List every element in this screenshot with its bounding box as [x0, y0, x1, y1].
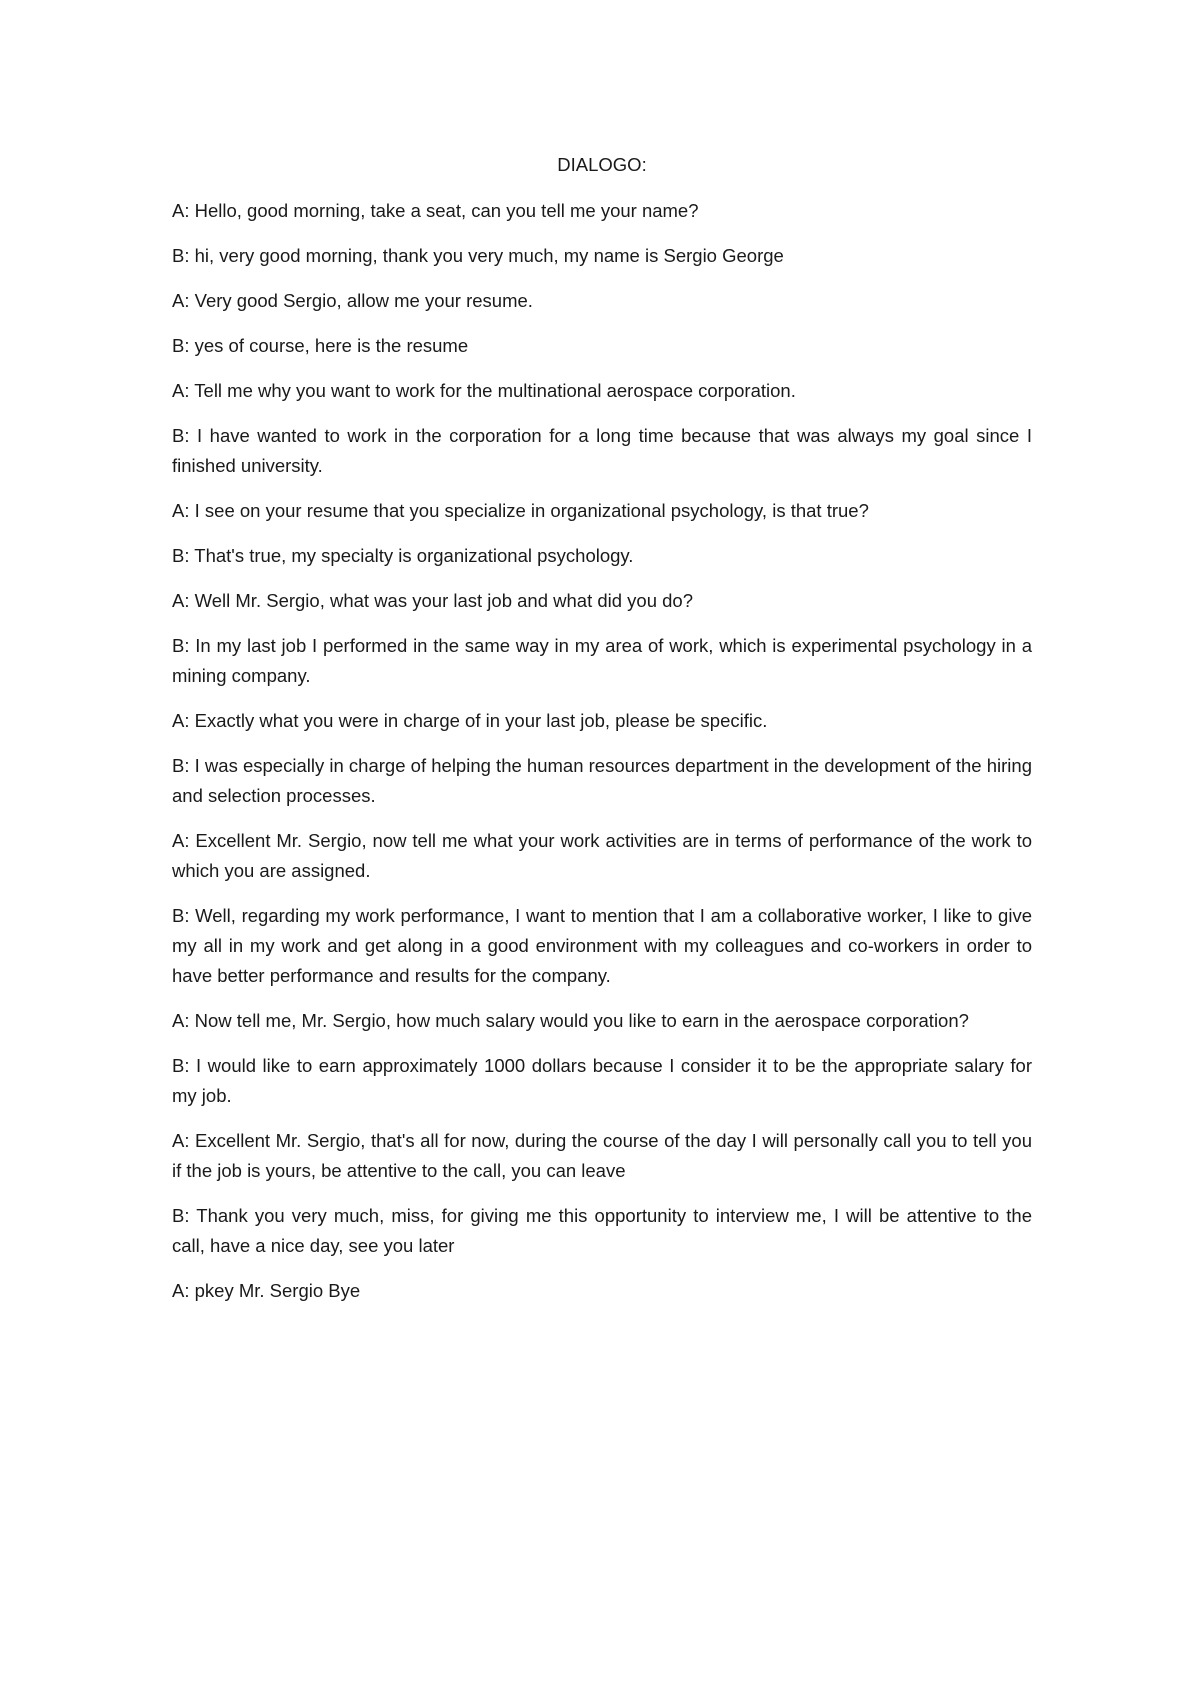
dialogue-line: A: pkey Mr. Sergio Bye: [172, 1280, 361, 1301]
dialogue-line: A: Now tell me, Mr. Sergio, how much salary would you like to earn in the aerospace corporation?: [172, 1010, 969, 1031]
dialogue-line: B: I was especially in charge of helping the human resources department in the development of the hiring and selection processes.: [172, 755, 1032, 806]
dialogue-line: A: Exactly what you were in charge of in your last job, please be specific.: [172, 710, 768, 731]
dialogue-line: B: I have wanted to work in the corporation for a long time because that was always my goal since I finished university.: [172, 425, 1032, 476]
dialogue-line: A: I see on your resume that you specialize in organizational psychology, is that true?: [172, 500, 869, 521]
dialogue-line: B: In my last job I performed in the same way in my area of work, which is experimental psychology in a mining company.: [172, 635, 1032, 686]
dialogue-line: A: Excellent Mr. Sergio, that's all for now, during the course of the day I will personally call you to tell you if the job is yours, be attentive to the call, you can leave: [172, 1130, 1032, 1181]
dialogue-line: A: Well Mr. Sergio, what was your last job and what did you do?: [172, 590, 694, 611]
dialogue-line: B: I would like to earn approximately 1000 dollars because I consider it to be the appropriate salary for my job.: [172, 1055, 1032, 1106]
document-body: [172, 150, 1032, 1321]
dialogue-line: B: hi, very good morning, thank you very much, my name is Sergio George: [172, 245, 784, 266]
dialogue-line: A: Tell me why you want to work for the multinational aerospace corporation.: [172, 380, 796, 401]
dialogue-line: B: Thank you very much, miss, for giving me this opportunity to interview me, I will be attentive to the call, have a nice day, see you later: [172, 1205, 1032, 1256]
dialogue-line: A: Very good Sergio, allow me your resume.: [172, 290, 533, 311]
dialogue-line: B: Well, regarding my work performance, I want to mention that I am a collaborative worker, I like to give my all in my work and get along in a good environment with my colleagues and co-workers in order to have better performance and results for the company.: [172, 905, 1032, 986]
dialogue-line: A: Excellent Mr. Sergio, now tell me what your work activities are in terms of performance of the work to which you are assigned.: [172, 830, 1032, 881]
dialogue-line: A: Hello, good morning, take a seat, can you tell me your name?: [172, 200, 699, 221]
document-title: DIALOGO:: [557, 154, 647, 175]
dialogue-line: B: That's true, my specialty is organizational psychology.: [172, 545, 634, 566]
dialogue-line: B: yes of course, here is the resume: [172, 335, 469, 356]
